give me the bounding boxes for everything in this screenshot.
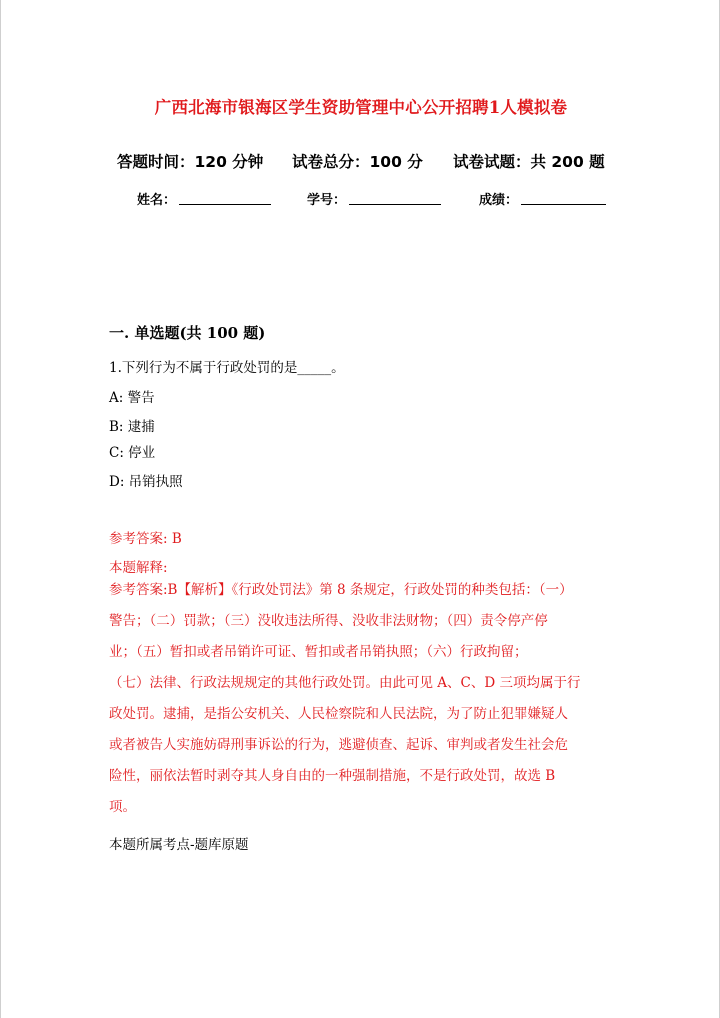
option-a: A: 警告 <box>109 390 155 406</box>
exam-question-count: 试卷试题：共 200 题 <box>453 153 605 171</box>
explanation-line: 项。 <box>109 799 136 815</box>
option-d: D: 吊销执照 <box>109 474 183 490</box>
explanation-line: 险性，丽依法暂时剥夺其人身自由的一种强制措施，不是行政处罚，故选 B <box>109 768 556 784</box>
answer: 参考答案: B <box>109 531 182 547</box>
explanation-text <box>109 575 609 823</box>
exam-total-score: 试卷总分：100 分 <box>292 153 423 171</box>
section-heading: 一. 单选题(共 100 题) <box>109 324 266 342</box>
explanation-label: 本题解释: <box>109 560 168 576</box>
explanation-line: （七）法律、行政法规规定的其他行政处罚。由此可见 A、C、D 三项均属于行 <box>109 675 581 691</box>
explanation-line: 警告；（二）罚款；（三）没收违法所得、没收非法财物；（四）责令停产停 <box>109 613 548 629</box>
student-id-blank[interactable] <box>349 204 441 205</box>
question-source: 本题所属考点-题库原题 <box>109 837 249 853</box>
explanation-line: 或者被告人实施妨碍刑事诉讼的行为，逃避侦查、起诉、审判或者发生社会危 <box>109 737 568 753</box>
explanation-line: 政处罚。逮捕，是指公安机关、人民检察院和人民法院，为了防止犯罪嫌疑人 <box>109 706 568 722</box>
exam-title: 广西北海市银海区学生资助管理中心公开招聘1人模拟卷 <box>154 98 568 117</box>
student-id-label: 学号： <box>307 193 347 208</box>
option-c: C: 停业 <box>109 445 156 461</box>
score-label: 成绩： <box>479 193 519 208</box>
name-label: 姓名： <box>137 193 177 208</box>
score-blank[interactable] <box>521 204 606 205</box>
explanation-line: 参考答案:B【解析】《行政处罚法》第 8 条规定，行政处罚的种类包括：（一） <box>109 582 573 598</box>
question-text: 1.下列行为不属于行政处罚的是_____。 <box>109 360 345 376</box>
name-blank[interactable] <box>179 204 271 205</box>
explanation-line: 业；（五）暂扣或者吊销许可证、暂扣或者吊销执照；（六）行政拘留； <box>109 644 528 660</box>
option-b: B: 逮捕 <box>109 419 155 435</box>
exam-time: 答题时间：120 分钟 <box>117 153 264 171</box>
